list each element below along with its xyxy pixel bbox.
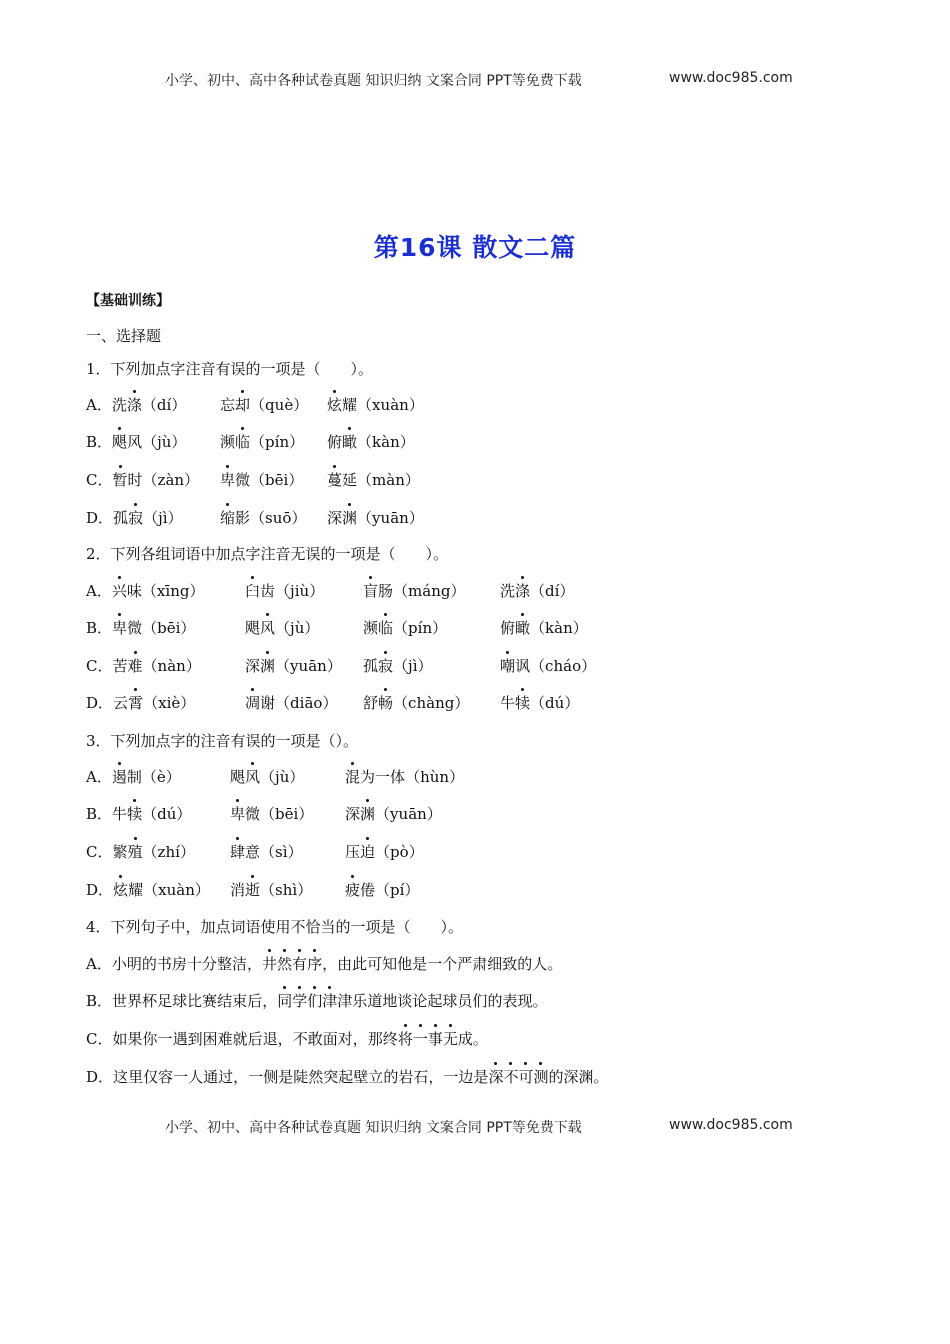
option-item: A．遏制（è） xyxy=(86,768,181,786)
option-item: 炫耀（xuàn） xyxy=(327,396,424,414)
option-row[interactable] xyxy=(86,507,886,529)
option-row[interactable] xyxy=(86,990,886,1012)
footer-banner xyxy=(165,1117,805,1137)
option-row[interactable] xyxy=(86,692,886,714)
option-item: 凋谢（diāo） xyxy=(245,694,338,712)
banner-text: 小学、初中、高中各种试卷真题 知识归纳 文案合同 PPT等免费下载 xyxy=(165,73,582,89)
option-item: 俯瞰（kàn） xyxy=(500,619,588,637)
option-row[interactable] xyxy=(86,431,886,453)
option-item: C．如果你一遇到困难就后退，不敢面对，那终将一事无成。 xyxy=(86,1030,488,1048)
option-item: B．飓风（jù） xyxy=(86,433,187,451)
option-row[interactable] xyxy=(86,766,886,788)
option-row[interactable] xyxy=(86,803,886,825)
section-heading: 一、选择题 xyxy=(86,327,162,345)
option-item: 嘲讽（cháo） xyxy=(500,657,597,675)
option-item: 盲肠（máng） xyxy=(363,582,466,600)
option-item: 疲倦（pí） xyxy=(345,881,420,899)
option-item: 混为一体（hùn） xyxy=(345,768,465,786)
option-item: 缩影（suō） xyxy=(220,509,307,527)
option-item: 深渊（yuān） xyxy=(327,509,424,527)
option-item: A．兴味（xīng） xyxy=(86,582,205,600)
header-banner xyxy=(165,70,805,90)
option-item: D．孤寂（jì） xyxy=(86,509,183,527)
option-item: A．小明的书房十分整洁，井然有序，由此可知他是一个严肃细致的人。 xyxy=(86,955,563,973)
section-label: 【基础训练】 xyxy=(86,293,170,309)
option-item: C．苦难（nàn） xyxy=(86,657,201,675)
option-item: 飓风（jù） xyxy=(245,619,320,637)
option-item: C．繁殖（zhí） xyxy=(86,843,195,861)
option-item: C．暂时（zàn） xyxy=(86,471,200,489)
option-item: 深渊（yuān） xyxy=(245,657,342,675)
banner-text: 小学、初中、高中各种试卷真题 知识归纳 文案合同 PPT等免费下载 xyxy=(165,1120,582,1136)
option-item: B．牛犊（dú） xyxy=(86,805,192,823)
option-item: 忘却（què） xyxy=(220,396,309,414)
question-stem: 1．下列加点字注音有误的一项是（ ）。 xyxy=(86,360,374,378)
option-item: 深渊（yuān） xyxy=(345,805,442,823)
option-row[interactable] xyxy=(86,953,886,975)
option-row[interactable] xyxy=(86,1028,886,1050)
option-row[interactable] xyxy=(86,841,886,863)
option-row[interactable] xyxy=(86,617,886,639)
lesson-title: 第16课 散文二篇 xyxy=(373,233,577,262)
option-item: D．这里仅容一人通过，一侧是陡然突起壁立的岩石，一边是深不可测的深渊。 xyxy=(86,1068,609,1086)
option-item: B．世界杯足球比赛结束后，同学们津津乐道地谈论起球员们的表现。 xyxy=(86,992,548,1010)
option-item: 消逝（shì） xyxy=(230,881,313,899)
option-item: D．云霄（xiè） xyxy=(86,694,196,712)
question-stem: 3．下列加点字的注音有误的一项是（）。 xyxy=(86,732,359,750)
option-item: 濒临（pín） xyxy=(220,433,305,451)
option-item: 孤寂（jì） xyxy=(363,657,433,675)
option-row[interactable] xyxy=(86,655,886,677)
banner-url[interactable]: www.doc985.com xyxy=(669,70,793,86)
option-row[interactable] xyxy=(86,394,886,416)
option-item: 压迫（pò） xyxy=(345,843,424,861)
option-item: 卑微（bēi） xyxy=(220,471,304,489)
option-item: 牛犊（dú） xyxy=(500,694,580,712)
option-item: A．洗涤（dí） xyxy=(86,396,187,414)
option-item: 肆意（sì） xyxy=(230,843,303,861)
option-row[interactable] xyxy=(86,1066,886,1088)
question-stem: 4．下列句子中，加点词语使用不恰当的一项是（ ）。 xyxy=(86,918,464,936)
option-item: 卑微（bēi） xyxy=(230,805,314,823)
option-item: D．炫耀（xuàn） xyxy=(86,881,210,899)
banner-url[interactable]: www.doc985.com xyxy=(669,1117,793,1133)
option-row[interactable] xyxy=(86,580,886,602)
option-item: B．卑微（bēi） xyxy=(86,619,196,637)
option-item: 飓风（jù） xyxy=(230,768,305,786)
option-item: 洗涤（dí） xyxy=(500,582,575,600)
option-item: 濒临（pín） xyxy=(363,619,448,637)
option-item: 蔓延（màn） xyxy=(327,471,420,489)
option-row[interactable] xyxy=(86,879,886,901)
option-item: 臼齿（jiù） xyxy=(245,582,325,600)
option-row[interactable] xyxy=(86,469,886,491)
option-item: 舒畅（chàng） xyxy=(363,694,470,712)
question-stem: 2．下列各组词语中加点字注音无误的一项是（ ）。 xyxy=(86,545,449,563)
option-item: 俯瞰（kàn） xyxy=(327,433,415,451)
